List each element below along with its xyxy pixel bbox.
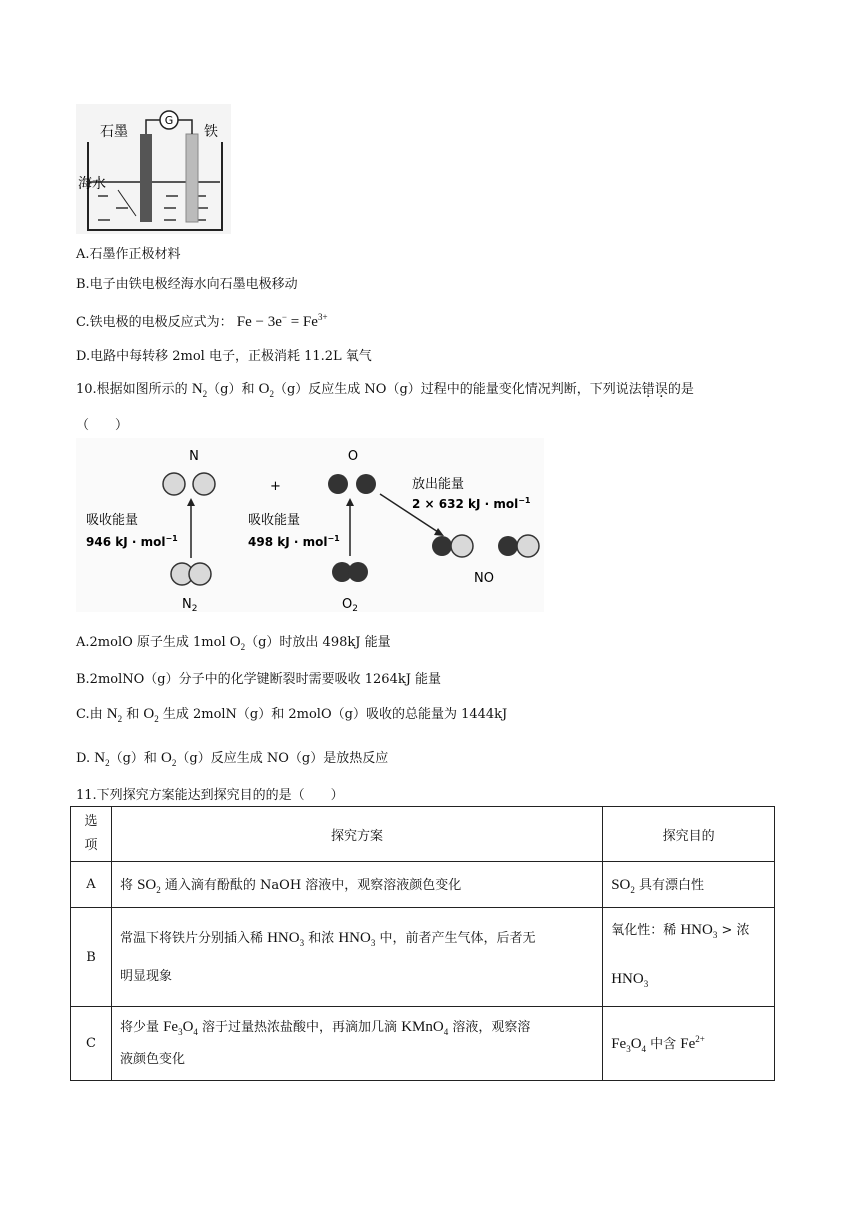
table-row (71, 862, 775, 908)
row-c-goal: $Fe_3O_4$ 中含 $Fe^{2+}$ (603, 1007, 775, 1081)
q10-option-d: D. $N_2(g)$和 $O_2(g)$反应生成 NO（g）是放热反应 (76, 750, 389, 768)
release-energy-value: 2 × 632 kJ · mol$^{-1}$ (412, 496, 531, 511)
header-plan: 探究方案 (111, 807, 602, 862)
n-atom-label: N (189, 449, 199, 464)
no-label: NO (474, 571, 494, 586)
graphite-label: 石墨 (100, 124, 128, 140)
galvanometer-label: G (164, 114, 174, 127)
row-b-plan: 常温下将铁片分别插入稀 $HNO_3$ 和浓 $HNO_3$ 中，前者产生气体，后者无 明显现象 (111, 908, 602, 1007)
q10-option-b: B.2molNO（g）分子中的化学键断裂时需要吸收 1264kJ 能量 (76, 672, 442, 687)
n-atom (163, 473, 185, 495)
q10-option-a: A.2molO 原子生成 1mol $O_2(g)$时放出 498kJ 能量 (76, 634, 391, 652)
table-row (71, 1007, 775, 1081)
no-molecule (432, 536, 452, 556)
iron-label: 铁 (204, 124, 218, 140)
absorb-energy-value-2: 498 kJ · mol$^{-1}$ (248, 534, 340, 549)
q10-n2: $N_2$ (191, 381, 208, 399)
o-atom (356, 474, 376, 494)
q10-o2: $O_2$ (258, 381, 274, 399)
row-b-label: B (71, 908, 112, 1007)
absorb-energy-label-1: 吸收能量 (86, 513, 139, 528)
q10-stem: 10.根据如图所示的 $N_2(g)$和 $O_2(g)$反应生成 NO（g）过程中的能量变化情况判断，下列说法错误的是 (76, 381, 694, 399)
no-molecule (498, 536, 518, 556)
row-a-goal: $SO_2$ 具有漂白性 (603, 862, 775, 908)
q10-paren: （ ） (76, 418, 129, 433)
plus-sign: + (270, 479, 281, 494)
q9-option-d: D.电路中每转移 2mol 电子，正极消耗 11.2L 氧气 (76, 349, 372, 364)
table-row (71, 908, 775, 1007)
n-atom (193, 473, 215, 495)
seawater-label: 海水 (78, 176, 106, 192)
n2-label: $N_2$ (182, 597, 198, 612)
q10-option-c: C.由 $N_2$ 和 $O_2$ 生成 2molN（g）和 2molO（g）吸收的总能量为 1444kJ (76, 706, 508, 724)
absorb-energy-value-1: 946 kJ · mol$^{-1}$ (86, 534, 178, 549)
o-atom-label: O (347, 449, 359, 464)
q9-option-a: A.石墨作正极材料 (76, 247, 181, 262)
row-a-plan: 将 $SO_2$ 通入滴有酚酞的 NaOH 溶液中，观察溶液颜色变化 (111, 862, 602, 908)
iron-electrode (186, 134, 198, 222)
q9-option-c-equation: $Fe - 3e^- = Fe^{3+}$ (236, 312, 328, 330)
o2-label: $O_2$ (342, 597, 358, 612)
row-c-label: C (71, 1007, 112, 1081)
row-a-label: A (71, 862, 112, 908)
energy-diagram-figure (76, 438, 544, 612)
q9-option-c-text: C.铁电极的电极反应式为： (76, 315, 233, 330)
row-b-goal: 氧化性：稀 $HNO_3$ > 浓 $HNO_3$ (603, 908, 775, 1007)
q9-option-c (76, 311, 328, 331)
n2-molecule (189, 563, 211, 585)
release-energy-label: 放出能量 (412, 477, 465, 492)
no-molecule (451, 535, 473, 557)
header-goal: 探究目的 (603, 807, 775, 862)
emphasis-wrong-2: 误 (654, 382, 668, 397)
header-option: 选 项 (71, 807, 112, 862)
emphasis-wrong-1: 错 (641, 382, 655, 397)
q11-table (70, 806, 775, 1081)
no-molecule (517, 535, 539, 557)
table-header-row (71, 807, 775, 862)
graphite-electrode (140, 134, 152, 222)
q11-stem: 11.下列探究方案能达到探究目的的是（ ） (76, 788, 344, 803)
absorb-energy-label-2: 吸收能量 (248, 513, 301, 528)
galvanic-cell-figure (76, 104, 231, 234)
q9-option-b: B.电子由铁电极经海水向石墨电极移动 (76, 277, 298, 292)
o2-molecule (348, 562, 368, 582)
o-atom (328, 474, 348, 494)
row-c-plan: 将少量 $Fe_3O_4$ 溶于过量热浓盐酸中，再滴加几滴 KMnO$_4$ 溶液，观察溶 液颜色变化 (111, 1007, 602, 1081)
